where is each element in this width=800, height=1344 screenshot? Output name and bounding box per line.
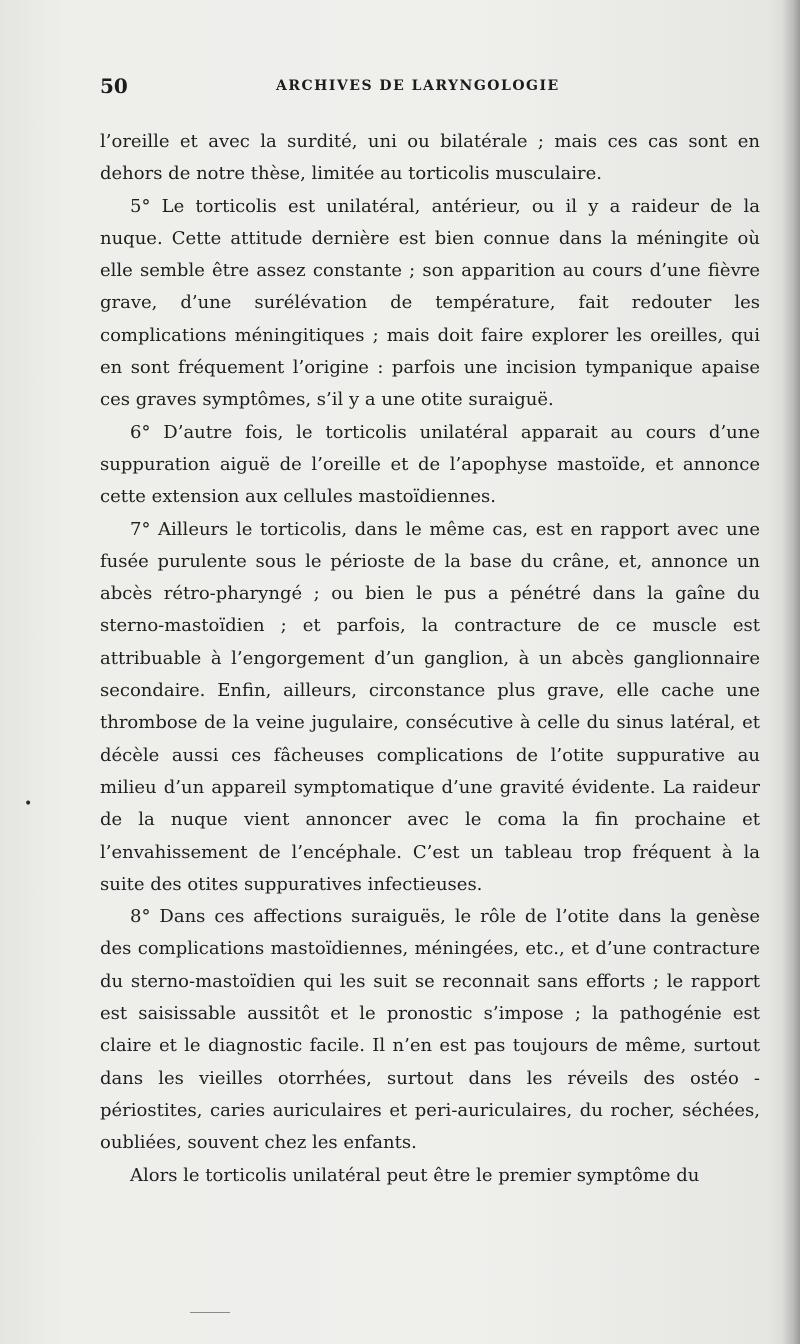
paragraph-continuation: l’oreille et avec la surdité, uni ou bilatérale ; mais ces cas sont en dehors de notre thèse, limitée au torticolis musculaire. bbox=[100, 131, 760, 185]
margin-mark-icon: • bbox=[24, 796, 33, 812]
paragraph-8: 8° Dans ces affections suraiguës, le rôle de l’otite dans la genèse des complications mastoïdiennes, méningées, etc., et d’une contracture du sterno-mastoïdien qui les suit se reconnait sans efforts ; le rapport est saisissable aussitôt et le pronostic s’impose ; la pathogénie est claire et le diagnostic facile. Il n’en est pas toujours de même, surtout dans les vieilles otorrhées, surtout dans les réveils des ostéo - périostites, caries auriculaires et peri-auriculaires, du rocher, séchées, oubliées, souvent chez les enfants. bbox=[100, 906, 760, 1154]
paragraph-5: 5° Le torticolis est unilatéral, antérieur, ou il y a raideur de la nuque. Cette attitude dernière est bien connue dans la méningite où elle semble être assez constante ; son apparition au cours d’une fièvre grave, d’une surélévation de température, fait redouter les complications méningitiques ; mais doit faire explorer les oreilles, qui en sont fréquement l’origine : parfois une incision tympanique apaise ces graves symptômes, s’il y a une otite suraiguë. bbox=[100, 195, 760, 411]
paragraph-6: 6° D’autre fois, le torticolis unilatéral apparait au cours d’une suppuration aiguë de l’oreille et de l’apophyse mastoïde, et annonce cette extension aux cellules mastoïdiennes. bbox=[100, 421, 760, 508]
page-edge-shadow bbox=[782, 0, 800, 1344]
running-head: ARCHIVES DE LARYNGOLOGIE bbox=[276, 78, 560, 94]
paragraph-7: 7° Ailleurs le torticolis, dans le même cas, est en rapport avec une fusée purulente sous le périoste de la base du crâne, et, annonce un abcès rétro-pharyngé ; ou bien le pus a pénétré dans la gaîne du sterno-mastoïdien ; et parfois, la contracture de ce muscle est attribuable à l’engorgement d’un ganglion, à un abcès ganglionnaire secondaire. Enfin, ailleurs, circonstance plus grave, elle cache une thrombose de la veine jugulaire, consécutive à celle du sinus latéral, et décèle aussi ces fâcheuses complications de l’otite suppurative au milieu d’un appareil symptomatique d’une gravité évidente. La raideur de la nuque vient annoncer avec le coma la fin prochaine et l’envahissement de l’encéphale. C’est un tableau trop fréquent à la suite des otites suppuratives infectieuses. bbox=[100, 518, 760, 895]
footer-rule bbox=[190, 1312, 230, 1313]
body-text bbox=[100, 126, 760, 1192]
page-number: 50 bbox=[100, 74, 128, 98]
paragraph-alors: Alors le torticolis unilatéral peut être le premier symptôme du bbox=[130, 1164, 700, 1186]
page-header bbox=[100, 74, 760, 104]
